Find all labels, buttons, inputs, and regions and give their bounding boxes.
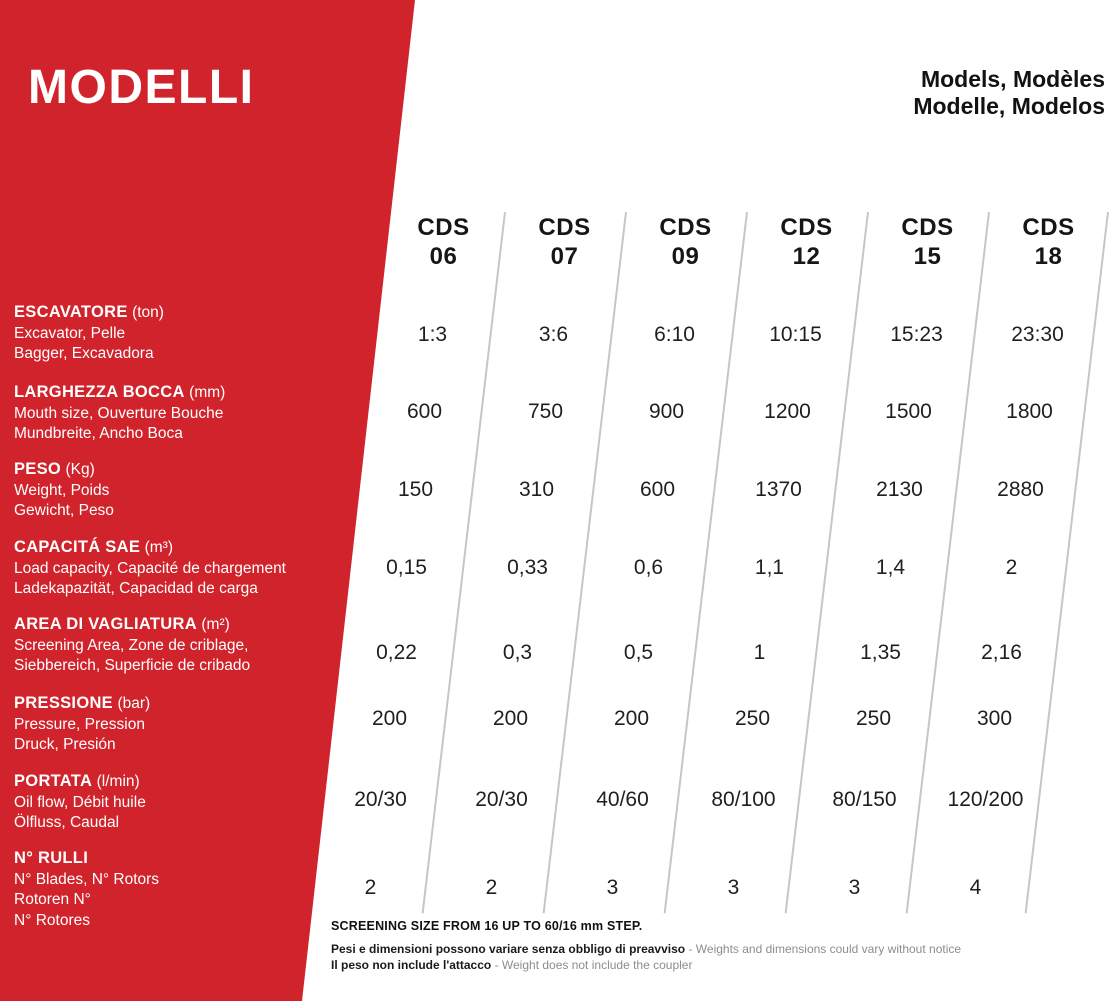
value-cell: 300: [976, 707, 1013, 730]
value-cell: 2: [364, 876, 377, 899]
row-unit: (m³): [144, 539, 173, 556]
value-cell: 2,16: [981, 641, 1022, 664]
page-title: MODELLI: [28, 61, 255, 114]
row-translation: Gewicht, Peso: [14, 502, 114, 519]
column-header-model: CDS: [538, 214, 591, 241]
row-label-portata: [14, 771, 362, 834]
value-cell: 250: [855, 707, 892, 730]
row-name: CAPACITÁ SAE: [14, 538, 141, 556]
value-cell: 0,3: [502, 641, 533, 664]
column-header-cds-12: [746, 213, 867, 271]
column-header-cds-09: [625, 213, 746, 271]
column-header-number: 18: [1034, 243, 1063, 270]
disclaimer-coupler: [331, 958, 1109, 974]
data-row-n-rulli: [310, 873, 1036, 903]
column-header-number: 06: [429, 243, 458, 270]
column-header-cds-06: [383, 213, 504, 271]
data-row-peso: [355, 475, 1081, 505]
disclaimer-coupler-en: - Weight does not include the coupler: [494, 957, 693, 972]
value-cell: 1,35: [860, 641, 901, 664]
row-translation: Pressure, Pression: [14, 715, 145, 733]
row-translation: Mouth size, Ouverture Bouche: [14, 404, 224, 422]
value-cell: 0,33: [507, 556, 548, 579]
value-cell: 0,22: [376, 641, 417, 664]
data-row-pressione: [329, 704, 1055, 734]
value-cell: 200: [613, 707, 650, 730]
column-header-model: CDS: [1022, 214, 1075, 241]
column-header-number: 15: [913, 243, 942, 270]
subtitle: [913, 66, 1105, 120]
row-translation: Ölfluss, Caudal: [14, 814, 120, 831]
row-translation: N° Rotores: [14, 911, 90, 929]
row-label-larghezza-bocca: [14, 382, 362, 445]
value-cell: 40/60: [596, 788, 649, 811]
row-translation: Ladekapazität, Capacidad de carga: [14, 580, 258, 597]
disclaimer-weights: [331, 942, 1109, 958]
disclaimer-weights-en: - Weights and dimensions could vary without notice: [688, 942, 962, 956]
column-header-row: [383, 213, 1109, 271]
subtitle-line-2: Modelle, Modelos: [913, 93, 1105, 119]
row-label-peso: [14, 459, 362, 522]
value-cell: 2: [1005, 556, 1018, 579]
value-cell: 2: [485, 876, 498, 899]
data-row-capacita-sae: [346, 553, 1072, 583]
row-name: LARGHEZZA BOCCA: [14, 383, 185, 401]
value-cell: 1200: [764, 400, 811, 423]
value-cell: 80/100: [711, 788, 776, 811]
row-unit: (mm): [189, 384, 226, 401]
value-cell: 20/30: [354, 788, 407, 811]
column-header-model: CDS: [780, 214, 833, 241]
row-unit: (Kg): [65, 461, 95, 478]
data-row-larghezza-bocca: [364, 397, 1090, 427]
value-cell: 0,5: [623, 641, 654, 664]
value-cell: 23:30: [1011, 323, 1064, 346]
value-cell: 1800: [1006, 400, 1053, 423]
row-name: AREA DI VAGLIATURA: [14, 615, 197, 633]
row-label-escavatore: [14, 302, 362, 365]
row-translation: Rotoren N°: [14, 891, 91, 908]
value-cell: 250: [734, 707, 771, 730]
value-cell: 1:3: [417, 323, 448, 346]
row-label-capacita-sae: [14, 537, 362, 600]
row-translation: Mundbreite, Ancho Boca: [14, 425, 183, 442]
column-header-number: 12: [792, 243, 821, 270]
row-unit: (ton): [132, 304, 164, 321]
value-cell: 150: [397, 478, 434, 501]
value-cell: 6:10: [654, 323, 695, 346]
value-cell: 0,6: [633, 556, 664, 579]
row-translation: Bagger, Excavadora: [14, 345, 154, 362]
value-cell: 200: [371, 707, 408, 730]
row-translation: Load capacity, Capacité de chargement: [14, 559, 286, 577]
column-header-number: 09: [671, 243, 700, 270]
value-cell: 2130: [876, 478, 923, 501]
row-unit: (l/min): [96, 773, 140, 790]
value-cell: 600: [406, 400, 443, 423]
disclaimer-coupler-it: Il peso non include l'attacco: [331, 957, 492, 972]
column-header-cds-18: [988, 213, 1109, 271]
value-cell: 120/200: [947, 788, 1024, 811]
footer-notes: [331, 919, 1109, 973]
value-cell: 2880: [997, 478, 1044, 501]
value-cell: 4: [969, 876, 982, 899]
value-cell: 1,4: [875, 556, 906, 579]
column-header-number: 07: [550, 243, 579, 270]
value-cell: 3:6: [538, 323, 569, 346]
value-cell: 3: [606, 876, 619, 899]
value-cell: 20/30: [475, 788, 528, 811]
value-cell: 80/150: [832, 788, 897, 811]
row-name: N° RULLI: [14, 849, 89, 867]
subtitle-line-1: Models, Modèles: [920, 66, 1105, 92]
row-name: ESCAVATORE: [14, 303, 128, 321]
value-cell: 10:15: [769, 323, 822, 346]
row-name: PRESSIONE: [14, 694, 113, 712]
value-cell: 1: [753, 641, 766, 664]
value-cell: 1500: [885, 400, 932, 423]
row-translation: Excavator, Pelle: [14, 324, 126, 342]
row-translation: N° Blades, N° Rotors: [14, 870, 160, 888]
value-cell: 900: [648, 400, 685, 423]
value-cell: 15:23: [890, 323, 943, 346]
row-unit: (m²): [201, 616, 230, 633]
column-header-cds-15: [867, 213, 988, 271]
value-cell: 1,1: [754, 556, 785, 579]
row-translation: Screening Area, Zone de criblage,: [14, 636, 249, 654]
value-cell: 200: [492, 707, 529, 730]
column-header-model: CDS: [901, 214, 954, 241]
column-header-model: CDS: [659, 214, 712, 241]
value-cell: 3: [727, 876, 740, 899]
row-unit: (bar): [117, 695, 151, 712]
value-cell: 310: [518, 478, 555, 501]
value-cell: 1370: [755, 478, 802, 501]
value-cell: 0,15: [386, 556, 427, 579]
disclaimer-weights-it: Pesi e dimensioni possono variare senza obbligo di preavviso: [331, 942, 686, 956]
column-header-model: CDS: [417, 214, 470, 241]
row-translation: Weight, Poids: [14, 481, 110, 499]
data-row-area-di-vagliatura: [336, 638, 1062, 668]
row-translation: Druck, Presión: [14, 736, 116, 753]
row-name: PORTATA: [14, 772, 93, 790]
row-label-pressione: [14, 693, 362, 756]
row-label-area-di-vagliatura: [14, 614, 362, 677]
data-row-portata: [320, 785, 1046, 815]
data-row-escavatore: [372, 320, 1098, 350]
value-cell: 750: [527, 400, 564, 423]
row-translation: Siebbereich, Superficie de cribado: [14, 657, 251, 674]
screening-note: SCREENING SIZE FROM 16 UP TO 60/16 mm STEP.: [331, 919, 643, 933]
value-cell: 600: [639, 478, 676, 501]
row-translation: Oil flow, Débit huile: [14, 793, 146, 811]
column-header-cds-07: [504, 213, 625, 271]
value-cell: 3: [848, 876, 861, 899]
row-name: PESO: [14, 460, 62, 478]
